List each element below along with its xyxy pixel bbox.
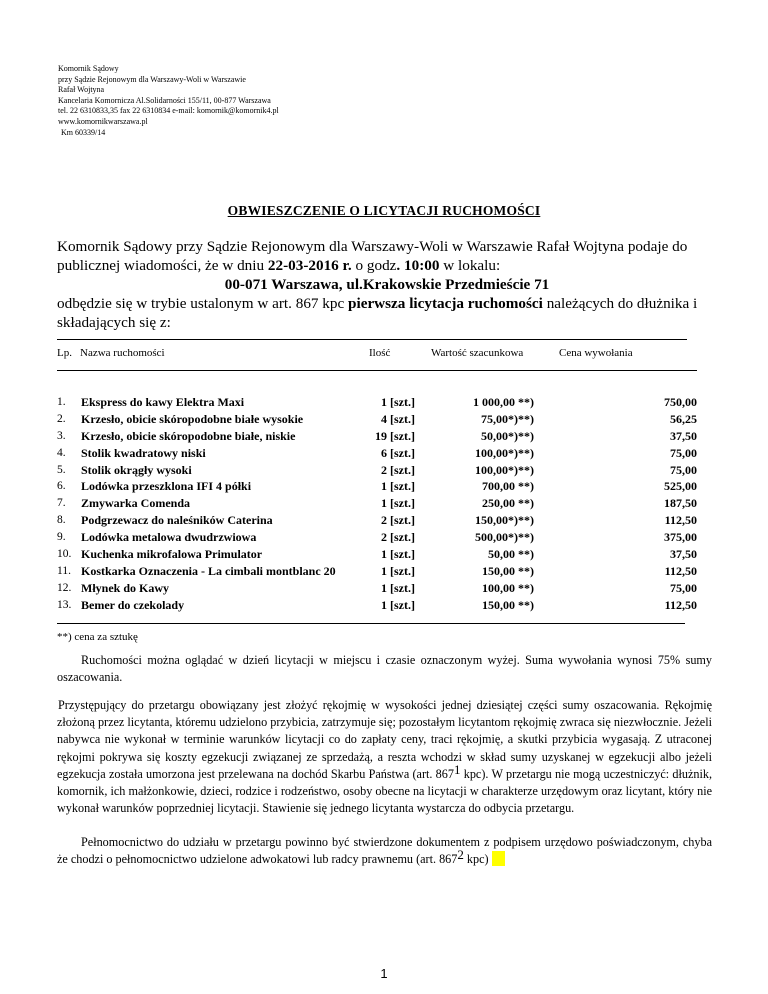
cell-name: Młynek do Kawy [81,580,170,595]
cell-value: 500,00*)**) [475,530,534,545]
cell-name: Kostkarka Oznaczenia - La cimbali montblanc 20 [81,563,336,578]
cell-lp: 9. [57,531,66,544]
cell-value: 50,00 **) [488,547,534,562]
cell-qty: 1 [szt.] [381,580,415,595]
cell-lp: 2. [57,412,66,425]
cell-price: 75,00 [670,445,697,460]
header-line: przy Sądzie Rejonowym dla Warszawy-Woli w Warszawie [58,74,246,84]
cell-value: 150,00 **) [482,597,534,612]
cell-lp: 1. [57,396,66,408]
cell-name: Podgrzewacz do naleśników Caterina [81,513,273,528]
attorney-text: kpc) [463,852,489,867]
cell-name: Krzesło, obicie skóropodobne białe, niskie [81,428,296,443]
table-footnote: **) cena za sztukę [57,631,138,643]
cell-price: 750,00 [664,395,697,409]
cell-price: 525,00 [664,479,697,494]
cell-price: 187,50 [664,496,697,511]
cell-lp: 4. [57,446,66,459]
cell-price: 75,00 [670,462,697,477]
cell-qty: 1 [szt.] [381,479,415,494]
cell-qty: 1 [szt.] [381,496,415,511]
cell-qty: 1 [szt.] [381,563,415,578]
address-street: , ul.Krakowskie Przedmieście 71 [338,276,550,293]
cell-lp: 12. [57,581,72,594]
bailiff-header [58,64,279,138]
cell-qty: 1 [szt.] [381,547,415,562]
cell-value: 100,00 **) [482,580,534,595]
cell-name: Bemer do czekolady [81,597,185,612]
cell-price: 112,50 [664,563,697,578]
intro-text: Komornik Sądowy przy Sądzie Rejonowym dla Warszawy-Woli w Warszawie Rafał Wojtyna podaje do publicznej wiadomości, że w dniu [57,238,688,274]
cell-lp: 3. [57,429,66,442]
cell-lp: 8. [57,514,66,527]
header-line: tel. 22 6310833,35 fax 22 6310834 e-mail: komornik@komornik4.pl [58,106,279,116]
cell-value: 150,00*)**) [475,513,534,528]
header-price: Cena wywołania [559,347,633,359]
cell-qty: 2 [szt.] [381,530,415,545]
cell-name: Zmywarka Comenda [81,496,191,511]
cell-name: Krzesło, obicie skóropodobne białe wysokie [81,411,304,426]
viewing-paragraph: Ruchomości można oglądać w dzień licytacji w miejscu i czasie oznaczonym wyżej. Suma wywołania wynosi 75% sumy oszacowania. [57,653,712,685]
auction-date: 22-03-2016 r. [267,257,352,274]
cell-name: Stolik okrągły wysoki [81,462,192,477]
table-header-rule [57,370,697,371]
cell-price: 375,00 [664,530,697,545]
cell-value: 100,00*)**) [475,445,534,460]
cell-lp: 10. [57,548,72,561]
cell-value: 75,00*)**) [481,411,534,426]
table-bottom-rule [57,623,685,624]
cell-name: Lodówka metalowa dwudrzwiowa [81,530,257,545]
cell-qty: 6 [szt.] [381,445,415,460]
cell-value: 700,00 **) [482,479,534,494]
intro-text: w lokalu: [439,257,501,274]
deposit-paragraph [57,697,712,817]
cell-name: Ekspress do kawy Elektra Maxi [81,395,245,409]
intro-paragraph [57,237,717,332]
intro-text: odbędzie się w trybie ustalonym w art. 867 kpc [57,295,349,312]
cell-value: 50,00*)**) [481,428,534,443]
cell-value: 1 000,00 **) [473,395,534,409]
cell-value: 100,00*)**) [475,462,534,477]
cell-price: 56,25 [670,411,697,426]
intro-dot: . [396,257,401,274]
deposit-text: kpc). W przetargu nie mogą uczestniczyć: dłużnik, komornik, ich małżonkowie, dzieci, rodzice i rodzeństwo, osoby obecne na licytacji w charakterze urzędowym oraz licytant, który nie wykonał warunków poprzedniej licytacji. Stawienie się jednego licytanta wystarcza do odbycia przetargu. [57,766,712,816]
header-qty: Ilość [369,347,391,359]
cell-name: Kuchenka mikrofalowa Primulator [81,547,263,562]
article-superscript: 1 [453,761,461,777]
cell-price: 112,50 [664,513,697,528]
cell-name: Lodówka przeszklona IFI 4 półki [81,479,252,494]
header-line: Rafał Wojtyna [58,85,105,95]
cell-price: 112,50 [664,597,697,612]
header-lp: Lp. [57,347,72,359]
document-title: OBWIESZCZENIE O LICYTACJI RUCHOMOŚCI [227,203,541,218]
cell-qty: 2 [szt.] [381,462,415,477]
cell-lp: 7. [57,497,66,510]
table-top-rule [57,339,687,340]
auction-address [57,275,717,294]
page-number: 1 [380,966,388,981]
auction-type: pierwsza licytacja ruchomości [348,295,543,312]
header-value: Wartość szacunkowa [431,347,524,359]
attorney-text: Pełnomocnictwo do udziału w przetargu powinno być stwierdzone dokumentem z podpisem urzędowo poświadczonym, chyba że chodzi o pełnomocnictwo udzielone adwokatowi lub radcy prawnemu (art. 867 [57,835,712,867]
cell-lp: 11. [57,564,71,577]
address-city: 00-071 Warszawa [224,276,339,293]
article-superscript: 2 [457,847,464,863]
intro-text: należących do dłużnika i składających się z: [57,295,698,331]
cell-price: 37,50 [670,428,697,443]
cell-lp: 5. [57,463,66,476]
cell-lp: 6. [57,480,66,493]
cell-lp: 13. [57,598,72,611]
header-line: Kancelaria Komornicza Al.Solidarności 155/11, 00-877 Warszawa [58,95,271,105]
cell-qty: 1 [szt.] [381,395,415,409]
cell-value: 150,00 **) [482,563,534,578]
cell-qty: 4 [szt.] [381,411,415,426]
cell-qty: 2 [szt.] [381,513,415,528]
power-of-attorney-paragraph [57,834,712,868]
intro-text: o godz [351,257,397,274]
cell-qty: 19 [szt.] [375,428,415,443]
cell-name: Stolik kwadratowy niski [81,445,206,460]
highlight-mark [492,851,505,866]
header-line: Km 60339/14 [61,127,106,137]
cell-qty: 1 [szt.] [381,597,415,612]
cell-price: 37,50 [670,547,697,562]
cell-value: 250,00 **) [482,496,534,511]
header-line: Komornik Sądowy [58,64,119,73]
auction-time: 10:00 [400,257,440,274]
header-name: Nazwa ruchomości [80,347,165,359]
deposit-text: Przystępujący do przetargu obowiązany jest złożyć rękojmię w wysokości jednej dziesiątej części sumy oszacowania. Rękojmię złożoną przez licytanta, któremu udzielono przybicia, zatrzymuje się; pozostałym licytantom rękojmię zwraca się niezwłocznie. Jeżeli nabywca nie wykonał w terminie warunków licytacji co do zapłaty ceny, traci rękojmię, a skutki przybicia wygasają. Z utraconej rękojmi pokrywa się koszty egzekucji związanej ze sprzedażą, a reszta wchodzi w skład sumy uzyskanej w egzekucji albo jeżeli egzekucja została umorzona jest przelewana na dochód Skarbu Państwa (art. 867 [57,698,712,781]
cell-price: 75,00 [670,580,697,595]
header-line: www.komornikwarszawa.pl [58,116,148,126]
